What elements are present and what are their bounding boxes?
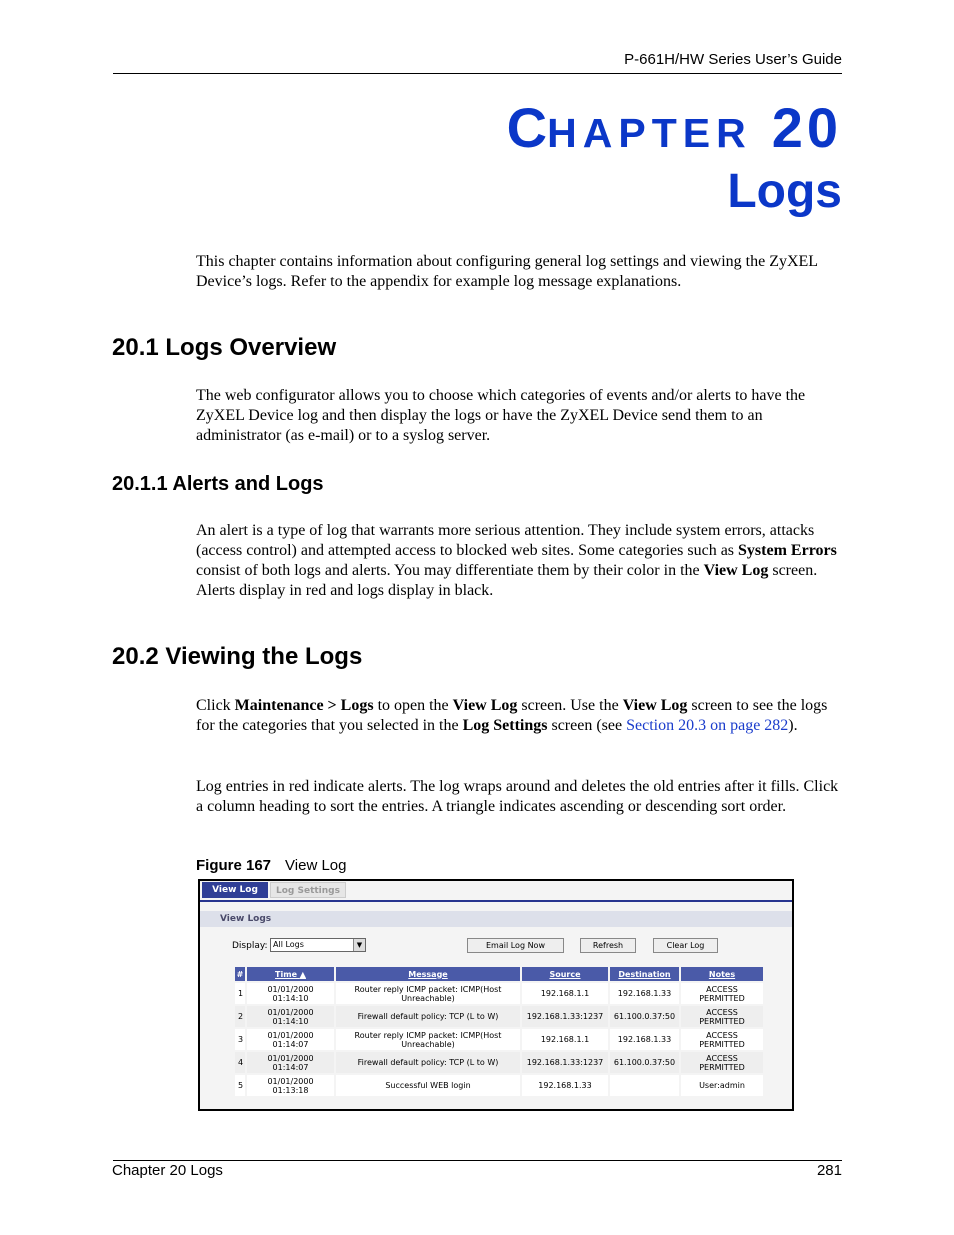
viewing-bold-maintenance: Maintenance > Logs xyxy=(234,697,374,714)
chapter-label-rest: HAPTER xyxy=(547,110,752,156)
section-heading-logs-overview: 20.1 Logs Overview xyxy=(112,334,337,361)
sort-ascending-icon: ▲ xyxy=(299,969,306,979)
column-header-message[interactable]: Message xyxy=(336,967,520,981)
row-note-line2: PERMITTED xyxy=(699,1062,745,1072)
section-title: View Logs xyxy=(220,914,272,924)
footer-chapter: Chapter 20 Logs xyxy=(112,1162,223,1179)
row-note-line1: ACCESS xyxy=(706,1030,738,1040)
log-table xyxy=(233,965,765,1098)
alerts-paragraph xyxy=(196,521,846,601)
row-num: 2 xyxy=(235,1006,245,1027)
row-time xyxy=(247,1006,334,1027)
chapter-label-initial: C xyxy=(506,96,548,159)
row-message-line2: Unreachable) xyxy=(401,1039,455,1049)
refresh-button[interactable]: Refresh xyxy=(580,938,636,953)
row-destination: 61.100.0.37:50 xyxy=(610,1052,679,1073)
row-message xyxy=(336,1029,520,1050)
table-row xyxy=(235,1006,763,1027)
row-destination xyxy=(610,1075,679,1096)
row-notes: User:admin xyxy=(681,1075,763,1096)
viewing-text-4: screen to see the logs for the categories that you selected in the xyxy=(196,697,828,734)
row-note-line1: ACCESS xyxy=(706,1007,738,1017)
chapter-number: 20 xyxy=(771,96,842,159)
row-message: Successful WEB login xyxy=(336,1075,520,1096)
clear-log-button[interactable]: Clear Log xyxy=(653,938,718,953)
row-num: 1 xyxy=(235,983,245,1004)
column-header-num: # xyxy=(235,967,245,981)
row-note-line1: ACCESS xyxy=(706,984,738,994)
alerts-text-3: screen. Alerts display in red and logs display in black. xyxy=(196,562,818,599)
page-number: 281 xyxy=(816,1162,842,1179)
row-message xyxy=(336,983,520,1004)
column-header-source[interactable]: Source xyxy=(522,967,608,981)
row-message-line1: Router reply ICMP packet: ICMP(Host xyxy=(354,984,502,994)
chevron-down-icon[interactable]: ▼ xyxy=(353,939,365,951)
column-header-notes[interactable]: Notes xyxy=(681,967,763,981)
alerts-text-2: consist of both logs and alerts. You may differentiate them by their color in the xyxy=(196,562,704,579)
viewing-text-2: to open the xyxy=(373,697,453,714)
row-source: 192.168.1.33:1237 xyxy=(522,1052,608,1073)
row-time xyxy=(247,1029,334,1050)
alerts-text-1: An alert is a type of log that warrants more serious attention. They include system errors, attacks (access control) and attempted access to blocked web sites. Some categories such as xyxy=(196,522,815,559)
table-header-row xyxy=(235,967,763,981)
row-clock: 01:14:07 xyxy=(272,1062,309,1072)
row-date: 01/01/2000 xyxy=(267,1030,314,1040)
table-row xyxy=(235,983,763,1004)
viewing-bold-view-log-1: View Log xyxy=(452,697,518,714)
row-date: 01/01/2000 xyxy=(267,1053,314,1063)
row-note-line2: PERMITTED xyxy=(699,1039,745,1049)
email-log-now-button[interactable]: Email Log Now xyxy=(467,938,564,953)
row-note-line2: PERMITTED xyxy=(699,1016,745,1026)
viewing-text-1: Click xyxy=(196,697,235,714)
column-header-time[interactable] xyxy=(247,967,334,981)
viewing-logs-paragraph xyxy=(196,696,846,736)
row-message: Firewall default policy: TCP (L to W) xyxy=(336,1006,520,1027)
row-message: Firewall default policy: TCP (L to W) xyxy=(336,1052,520,1073)
row-time xyxy=(247,983,334,1004)
row-clock: 01:14:07 xyxy=(272,1039,309,1049)
row-notes xyxy=(681,983,763,1004)
column-header-destination[interactable]: Destination xyxy=(610,967,679,981)
tabs-bar xyxy=(200,881,792,902)
row-num: 4 xyxy=(235,1052,245,1073)
row-message-line2: Unreachable) xyxy=(401,993,455,1003)
tab-log-settings[interactable]: Log Settings xyxy=(270,882,346,898)
row-notes xyxy=(681,1006,763,1027)
section-heading-alerts-and-logs: 20.1.1 Alerts and Logs xyxy=(112,473,324,495)
row-source: 192.168.1.1 xyxy=(522,1029,608,1050)
column-header-time-label: Time xyxy=(275,969,297,979)
alerts-bold-view-log: View Log xyxy=(703,562,769,579)
row-clock: 01:14:10 xyxy=(272,1016,309,1026)
row-destination: 192.168.1.33 xyxy=(610,983,679,1004)
row-source: 192.168.1.33:1237 xyxy=(522,1006,608,1027)
running-header: P-661H/HW Series User’s Guide xyxy=(624,51,842,68)
display-select-value: All Logs xyxy=(273,940,304,949)
row-num: 5 xyxy=(235,1075,245,1096)
row-date: 01/01/2000 xyxy=(267,1007,314,1017)
view-log-screenshot xyxy=(198,879,794,1111)
chapter-label xyxy=(506,96,842,159)
row-notes xyxy=(681,1052,763,1073)
table-row xyxy=(235,1029,763,1050)
row-date: 01/01/2000 xyxy=(267,984,314,994)
display-select[interactable] xyxy=(270,938,366,952)
viewing-text-5: screen (see xyxy=(547,717,627,734)
figure-title: View Log xyxy=(285,857,347,874)
logs-overview-paragraph: The web configurator allows you to choose which categories of events and/or alerts to have the ZyXEL Device log and then display the logs or have the ZyXEL Device send them to an administrator (as e-mail) or to a syslog server. xyxy=(196,387,806,444)
chapter-title: Logs xyxy=(727,165,842,218)
row-num: 3 xyxy=(235,1029,245,1050)
row-message-line1: Router reply ICMP packet: ICMP(Host xyxy=(354,1030,502,1040)
row-source: 192.168.1.33 xyxy=(522,1075,608,1096)
row-source: 192.168.1.1 xyxy=(522,983,608,1004)
table-row xyxy=(235,1075,763,1096)
row-notes xyxy=(681,1029,763,1050)
section-bar xyxy=(200,911,792,927)
viewing-bold-view-log-2: View Log xyxy=(622,697,688,714)
figure-label: Figure 167 xyxy=(196,857,272,874)
section-link[interactable]: Section 20.3 on page 282 xyxy=(626,717,789,734)
row-destination: 61.100.0.37:50 xyxy=(610,1006,679,1027)
viewing-text-6: ). xyxy=(788,717,798,734)
table-row xyxy=(235,1052,763,1073)
figure-caption xyxy=(196,857,346,874)
row-time xyxy=(247,1052,334,1073)
footer-rule xyxy=(113,1160,842,1161)
viewing-bold-log-settings: Log Settings xyxy=(462,717,548,734)
log-entries-paragraph: Log entries in red indicate alerts. The log wraps around and deletes the old entries after it fills. Click a column heading to sort the entries. A triangle indicates ascending or descending sort order. xyxy=(196,778,839,815)
alerts-bold-system-errors: System Errors xyxy=(738,542,837,559)
section-heading-viewing-logs: 20.2 Viewing the Logs xyxy=(112,643,363,670)
tab-view-log[interactable]: View Log xyxy=(202,882,268,898)
viewing-text-3: screen. Use the xyxy=(517,697,623,714)
intro-paragraph: This chapter contains information about configuring general log settings and viewing the ZyXEL Device’s logs. Refer to the appendix for example log message explanations. xyxy=(196,253,818,290)
row-clock: 01:14:10 xyxy=(272,993,309,1003)
row-time xyxy=(247,1075,334,1096)
row-clock: 01:13:18 xyxy=(272,1085,309,1095)
row-destination: 192.168.1.33 xyxy=(610,1029,679,1050)
header-rule xyxy=(113,73,842,74)
row-date: 01/01/2000 xyxy=(267,1076,314,1086)
row-note-line2: PERMITTED xyxy=(699,993,745,1003)
display-label: Display: xyxy=(232,941,268,951)
row-note-line1: ACCESS xyxy=(706,1053,738,1063)
